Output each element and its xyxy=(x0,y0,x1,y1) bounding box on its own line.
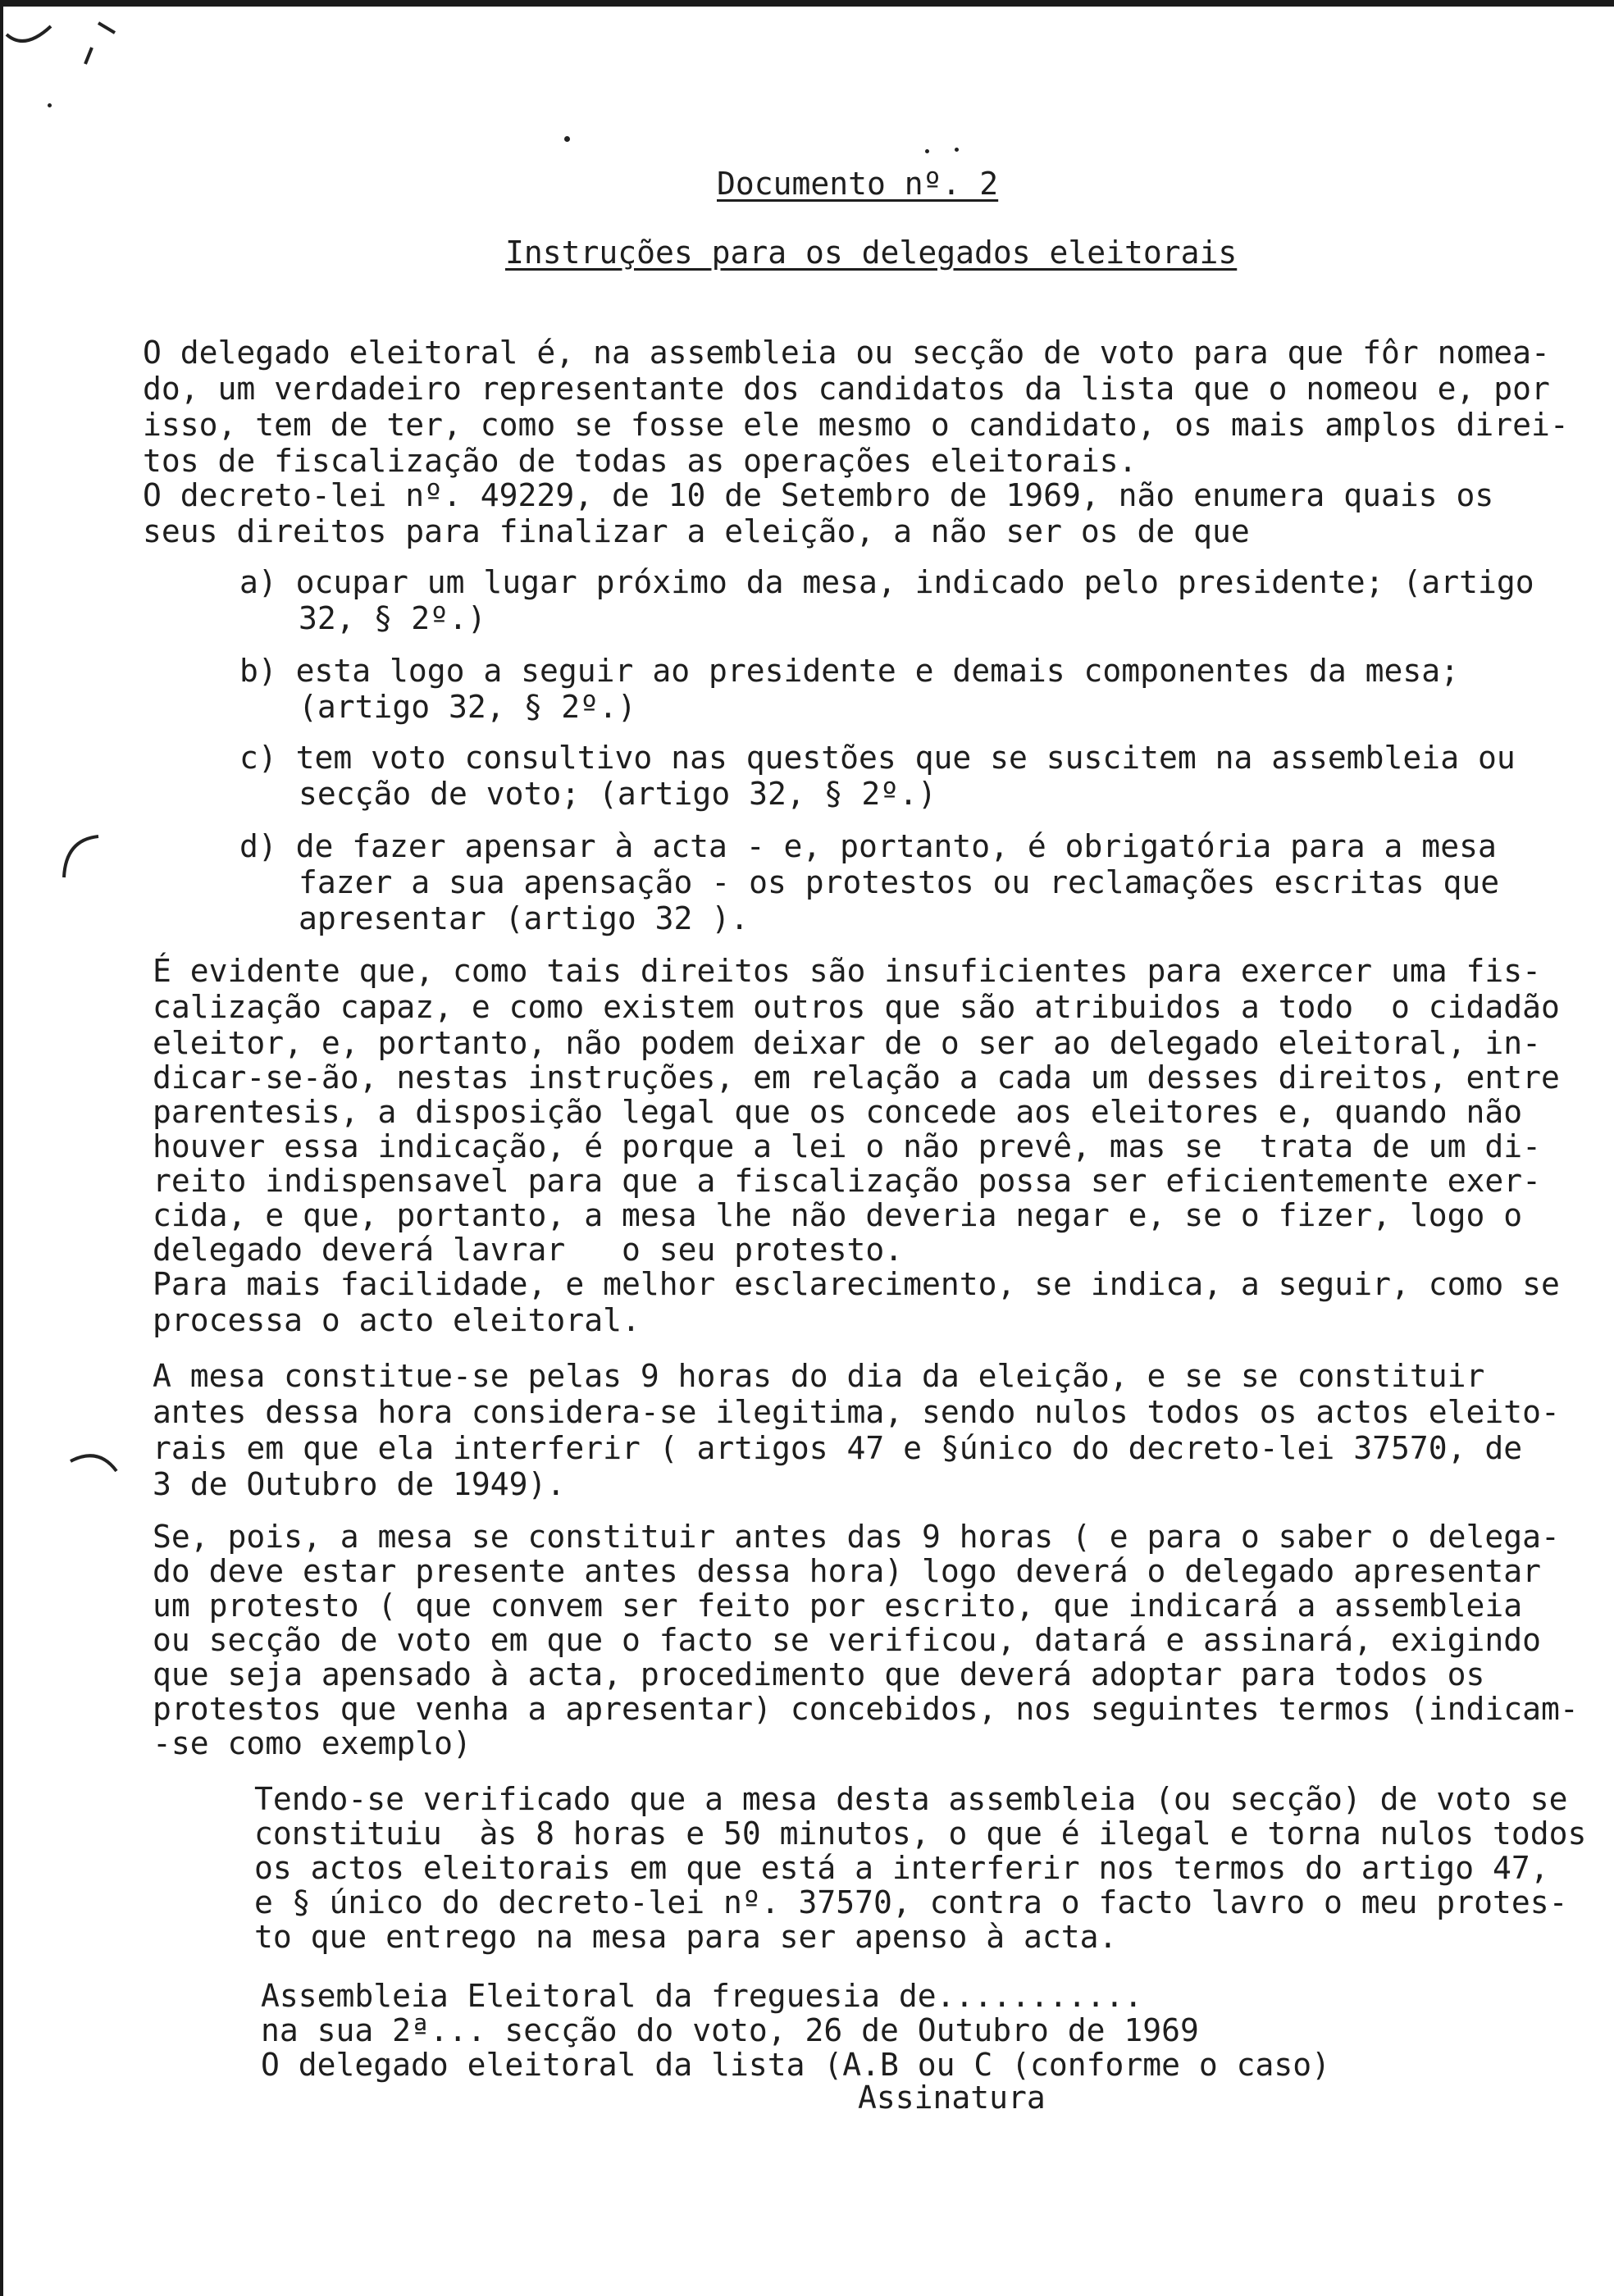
text-line: do deve estar presente antes dessa hora) logo deverá o delegado apresentar xyxy=(153,1553,1541,1589)
text-line: tos de fiscalização de todas as operações eleitorais. xyxy=(143,443,1138,479)
text-line: O decreto-lei nº. 49229, de 10 de Setembro de 1969, não enumera quais os xyxy=(143,477,1494,513)
text-line: 3 de Outubro de 1949). xyxy=(153,1466,566,1502)
text-line: ou secção de voto em que o facto se verificou, datará e assinará, exigindo xyxy=(153,1622,1541,1658)
protest-text-line: to que entrego na mesa para ser apenso à acta. xyxy=(254,1919,1118,1955)
text-line: Para mais facilidade, e melhor esclarecimento, se indica, a seguir, como se xyxy=(153,1266,1560,1302)
text-line: O delegado eleitoral é, na assembleia ou secção de voto para que fôr nomea- xyxy=(143,335,1550,371)
corner-check-mark xyxy=(0,8,139,74)
text-line: delegado deverá lavrar o seu protesto. xyxy=(153,1232,904,1268)
document-title: Documento nº. 2 xyxy=(717,166,999,202)
document-subtitle: Instruções para os delegados eleitorais xyxy=(505,235,1238,271)
protest-text-line: e § único do decreto-lei nº. 37570, contra o facto lavro o meu protes- xyxy=(254,1884,1568,1920)
text-line: A mesa constitue-se pelas 9 horas do dia da eleição, e se se constituir xyxy=(153,1358,1485,1394)
signature-line: na sua 2ª... secção do voto, 26 de Outubro de 1969 xyxy=(261,2012,1199,2048)
text-line: Se, pois, a mesa se constituir antes das 9 horas ( e para o saber o delega- xyxy=(153,1519,1560,1555)
speck-mark xyxy=(48,103,52,107)
text-line: É evidente que, como tais direitos são insuficientes para exercer uma fis- xyxy=(153,953,1541,989)
page-edge-top xyxy=(0,0,1614,7)
text-line: parentesis, a disposição legal que os concede aos eleitores e, quando não xyxy=(153,1094,1523,1130)
text-line: protestos que venha a apresentar) concebidos, nos seguintes termos (indicam- xyxy=(153,1691,1579,1727)
text-line: processa o acto eleitoral. xyxy=(153,1302,641,1338)
text-line: seus direitos para finalizar a eleição, a não ser os de que xyxy=(143,513,1250,549)
protest-text-line: os actos eleitorais em que está a interferir nos termos do artigo 47, xyxy=(254,1850,1549,1886)
text-line: reito indispensavel para que a fiscalização possa ser eficientemente exer- xyxy=(153,1163,1541,1199)
list-item: a) ocupar um lugar próximo da mesa, indicado pelo presidente; (artigo xyxy=(239,564,1534,600)
list-item: c) tem voto consultivo nas questões que se suscitem na assembleia ou xyxy=(239,740,1516,776)
text-line: do, um verdadeiro representante dos candidatos da lista que o nomeou e, por xyxy=(143,371,1550,407)
text-line: rais em que ela interferir ( artigos 47 e §único do decreto-lei 37570, de xyxy=(153,1430,1523,1466)
text-line: eleitor, e, portanto, não podem deixar de o ser ao delegado eleitoral, in- xyxy=(153,1025,1541,1061)
margin-bracket-mark xyxy=(49,828,115,894)
text-line: um protesto ( que convem ser feito por escrito, que indicará a assembleia xyxy=(153,1588,1523,1624)
text-line: calização capaz, e como existem outros que são atribuidos a todo o cidadão xyxy=(153,989,1560,1025)
text-line: que seja apensado à acta, procedimento que deverá adoptar para todos os xyxy=(153,1656,1485,1692)
signature-label: Assinatura xyxy=(858,2080,1046,2116)
page-edge-left xyxy=(0,0,3,2296)
text-line: cida, e que, portanto, a mesa lhe não deveria negar e, se o fizer, logo o xyxy=(153,1197,1523,1233)
speck-mark xyxy=(955,148,959,152)
list-item: apresentar (artigo 32 ). xyxy=(299,900,750,936)
list-item: b) esta logo a seguir ao presidente e demais componentes da mesa; xyxy=(239,653,1460,689)
speck-mark xyxy=(564,136,570,142)
protest-text-line: constituiu às 8 horas e 50 minutos, o que é ilegal e torna nulos todos xyxy=(254,1815,1587,1852)
signature-line: O delegado eleitoral da lista (A.B ou C (conforme o caso) xyxy=(261,2047,1331,2083)
speck-mark xyxy=(925,149,929,153)
text-line: dicar-se-ão, nestas instruções, em relação a cada um desses direitos, entre xyxy=(153,1059,1560,1096)
protest-text-line: Tendo-se verificado que a mesa desta assembleia (ou secção) de voto se xyxy=(254,1781,1568,1817)
list-item: (artigo 32, § 2º.) xyxy=(299,689,636,725)
margin-curve-mark xyxy=(66,1443,131,1492)
text-line: houver essa indicação, é porque a lei o não prevê, mas se trata de um di- xyxy=(153,1128,1541,1164)
text-line: antes dessa hora considera-se ilegitima, sendo nulos todos os actos eleito- xyxy=(153,1394,1560,1430)
list-item: fazer a sua apensação - os protestos ou reclamações escritas que xyxy=(299,864,1500,900)
text-line: -se como exemplo) xyxy=(153,1725,472,1761)
list-item: 32, § 2º.) xyxy=(299,600,486,636)
list-item: secção de voto; (artigo 32, § 2º.) xyxy=(299,776,937,812)
text-line: isso, tem de ter, como se fosse ele mesmo o candidato, os mais amplos direi- xyxy=(143,407,1569,443)
list-item: d) de fazer apensar à acta - e, portanto, é obrigatória para a mesa xyxy=(239,828,1497,864)
signature-line: Assembleia Eleitoral da freguesia de........... xyxy=(261,1978,1143,2014)
